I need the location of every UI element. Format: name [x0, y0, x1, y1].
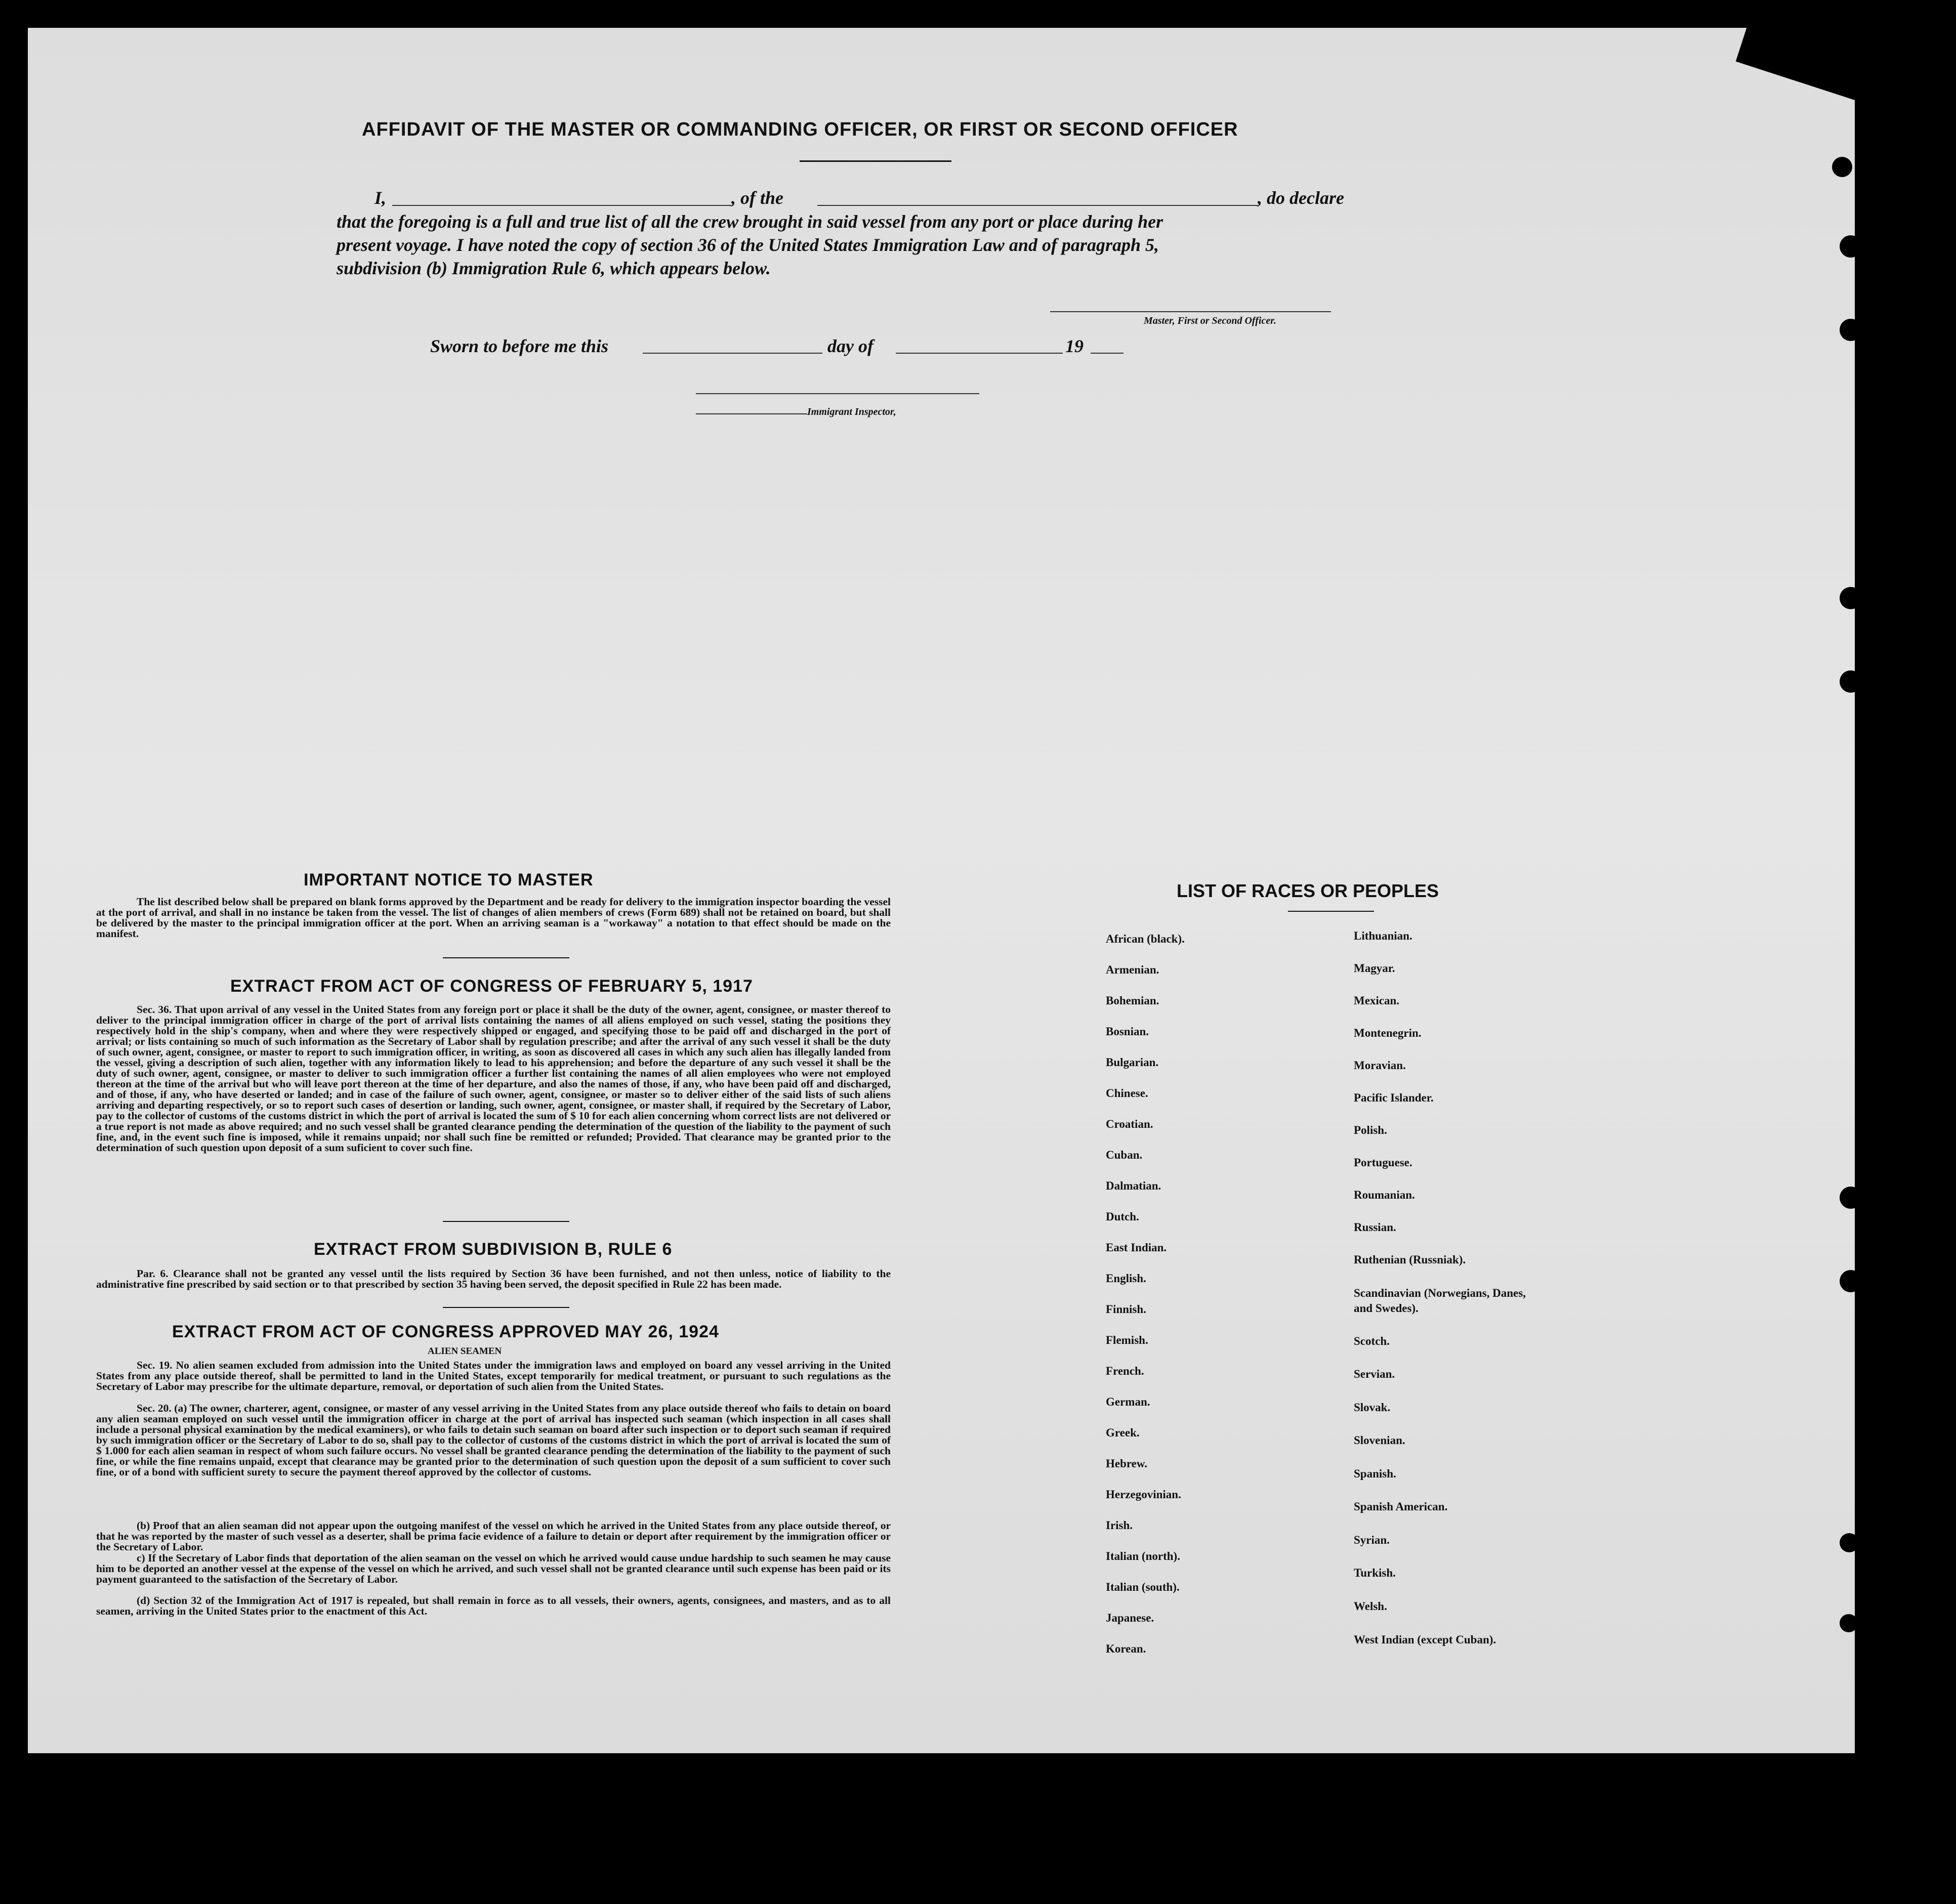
extract-1924-subtitle: ALIEN SEAMEN [428, 1346, 502, 1357]
vessel-blank [817, 205, 1258, 206]
punch-hole [1840, 1270, 1855, 1292]
name-blank [392, 205, 731, 206]
extract-rule6-body: Par. 6. Clearance shall not be granted any vessel until the lists required by Section 36 have been furnished, and not then unless, notice of liability to the administrative fine prescribed by said section or to that prescribed by section 35 having been served, the deposit specified in Rule 22 has been made. [96, 1267, 891, 1290]
races-underline [1288, 911, 1374, 912]
race-item: East Indian. [1106, 1241, 1167, 1254]
race-item: Slovenian. [1354, 1434, 1405, 1447]
race-item: Spanish American. [1354, 1500, 1448, 1513]
race-item: English. [1106, 1272, 1146, 1285]
affidavit-i: I, [374, 188, 387, 208]
race-item: Spanish. [1354, 1467, 1396, 1480]
race-item: Croatian. [1106, 1118, 1153, 1130]
race-item: Scotch. [1354, 1335, 1390, 1347]
race-item: Flemish. [1106, 1334, 1148, 1346]
sworn-label: Sworn to before me this [430, 336, 609, 356]
punch-hole [1840, 1533, 1855, 1552]
sworn-month-blank [896, 353, 1063, 354]
extract-1924-sec20b: (b) Proof that an alien seaman did not appear upon the outgoing manifest of the vessel on which he arrived in the United States from any place outside thereof, or that he was reported by the master of such vessel as a deserter, shall be prima facie evidence of a failure to detain or deport after requirement by the immigration officer or the Secretary of Labor. [96, 1519, 891, 1553]
inspector-signature-line [696, 393, 979, 394]
race-item: Welsh. [1354, 1600, 1387, 1613]
race-item: Armenian. [1106, 963, 1159, 976]
race-item: African (black). [1106, 933, 1185, 945]
race-item: Syrian. [1354, 1534, 1390, 1546]
affidavit-line4: subdivision (b) Immigration Rule 6, which appears below. [337, 258, 771, 278]
day-of-label: day of [827, 336, 873, 356]
race-item: German. [1106, 1395, 1150, 1408]
race-item: Chinese. [1106, 1087, 1148, 1099]
race-item: Portuguese. [1354, 1156, 1412, 1169]
race-item: Montenegrin. [1354, 1027, 1422, 1039]
extract-rule6-divider [443, 1307, 569, 1308]
sworn-day-blank [643, 353, 822, 354]
notice-title: IMPORTANT NOTICE TO MASTER [304, 870, 594, 890]
race-item: French. [1106, 1365, 1144, 1377]
affidavit-line3: present voyage. I have noted the copy of section 36 of the United States Immigration Law and of paragraph 5, [337, 235, 1159, 255]
affidavit-title: AFFIDAVIT OF THE MASTER OR COMMANDING OFFICER, OR FIRST OR SECOND OFFICER [362, 119, 1238, 140]
race-item: Bulgarian. [1106, 1056, 1159, 1069]
race-item: Korean. [1106, 1642, 1146, 1655]
punch-hole [1840, 235, 1855, 258]
signature-line [1050, 311, 1331, 312]
document-page [28, 28, 1855, 1753]
punch-hole [1840, 1614, 1855, 1632]
race-item: Irish. [1106, 1519, 1133, 1532]
race-item: Lithuanian. [1354, 929, 1412, 942]
race-item: Magyar. [1354, 962, 1395, 975]
extract-1924-sec20d: (d) Section 32 of the Immigration Act of 1917 is repealed, but shall remain in force as to all vessels, their owners, agents, consignees, and masters, and as to all seamen, arriving in the United States prior to the enactment of this Act. [96, 1594, 891, 1617]
affidavit-line2: that the foregoing is a full and true list of all the crew brought in said vessel from any port or place during her [337, 211, 1163, 232]
race-item: Slovak. [1354, 1401, 1391, 1414]
race-item: Italian (south). [1106, 1581, 1180, 1593]
race-item: Finnish. [1106, 1303, 1146, 1316]
inspector-short-line [696, 413, 807, 414]
races-title: LIST OF RACES OR PEOPLES [1177, 880, 1439, 901]
race-item: Cuban. [1106, 1149, 1143, 1161]
year-prefix: 19 [1065, 336, 1084, 356]
punch-hole [1832, 157, 1852, 177]
notice-body: The list described below shall be prepared on blank forms approved by the Department and be ready for delivery to the immigration inspector boarding the vessel at the port of arrival, and shall in no instance be taken from the vessel. The list of changes of alien members of crews (Form 689) shall not be retained on board, but shall be delivered by the master to the principal immigration officer at the port. When an arriving seaman is a "workaway" a notation to that effect should be made on the manifest. [96, 896, 891, 940]
race-item: Dutch. [1106, 1210, 1139, 1223]
race-item: Ruthenian (Russniak). [1354, 1253, 1466, 1266]
affidavit-of-the: , of the [731, 188, 783, 208]
inspector-label: Immigrant Inspector, [807, 406, 896, 417]
extract-1917-divider [443, 1221, 569, 1222]
race-item: Dalmatian. [1106, 1179, 1161, 1192]
extract-1924-sec20a: Sec. 20. (a) The owner, charterer, agent, consignee, or master of any vessel arriving in the United States from any place outside thereof who fails to detain on board any alien seaman employed on such vessel until the immigration officer in charge at the port of arrival has inspected such seaman (which inspection in all cases shall include a personal physical examination by the medical examiners), or who fails to detain such seaman on board after such inspection or to deport such seaman if required by such immigration officer or the Secretary of Labor to do so, shall pay to the collector of customs of the customs district in which the port of arrival is located the sum of $ 1.000 for each alien seaman in respect of whom such failure occurs. No vessel shall be granted clearance pending the determination of the liability to the payment of such fine, or while the fine remains unpaid, except that clearance may be granted prior to the determination of such question upon the deposit of a sum sufficient to cover such fine, or of a bond with sufficient surety to secure the payment thereof approved by the collector of customs. [96, 1402, 891, 1478]
race-item: Turkish. [1354, 1567, 1396, 1579]
extract-1924-sec19: Sec. 19. No alien seamen excluded from admission into the United States under the immigration laws and employed on board any vessel arriving in the United States from any place outside thereof, shall be permitted to land in the United States, except temporarily for medical treatment, or pursuant to such regulations as the Secretary of Labor may prescribe for the ultimate departure, removal, or deportation of such alien from the United States. [96, 1359, 891, 1392]
race-item: Servian. [1354, 1368, 1395, 1380]
race-item: Greek. [1106, 1426, 1140, 1439]
extract-1917-title: EXTRACT FROM ACT OF CONGRESS OF FEBRUARY 5, 1917 [230, 977, 753, 996]
extract-1924-title: EXTRACT FROM ACT OF CONGRESS APPROVED MAY 26, 1924 [172, 1322, 719, 1341]
race-item: Mexican. [1354, 994, 1400, 1007]
race-item: Pacific Islander. [1354, 1091, 1434, 1104]
extract-1924-sec20c: c) If the Secretary of Labor finds that deportation of the alien seaman on the vessel on which he arrived would cause undue hardship to such seamen he may cause him to be deported an another vessel at the expense of the vessel on which he arrived, and such vessel shall not be granted clearance until such expense has been paid or its payment guaranteed to the satisfaction of the Secretary of Labor. [96, 1552, 891, 1585]
title-underline [800, 160, 951, 162]
punch-hole [1840, 319, 1855, 341]
race-item: Hebrew. [1106, 1457, 1147, 1470]
folded-corner [1736, 28, 1855, 102]
notice-divider [443, 957, 569, 958]
race-item: Herzegovinian. [1106, 1488, 1181, 1501]
signature-label: Master, First or Second Officer. [1144, 315, 1276, 326]
race-item: Russian. [1354, 1221, 1396, 1234]
race-item: Italian (north). [1106, 1550, 1180, 1562]
race-item: Bosnian. [1106, 1025, 1149, 1038]
punch-hole [1840, 587, 1855, 609]
extract-1917-body: Sec. 36. That upon arrival of any vessel in the United States from any foreign port or place it shall be the duty of the owner, agent, consignee, or master thereof to deliver to the principal immigration officer in charge of the port of arrival lists containing the names of all aliens employed on such vessel, stating the positions they respectively hold in the ship's company, when and where they were respectively shipped or engaged, and specifying those to be paid off and discharged in the port of arrival; or lists containing so much of such information as the Secretary of Labor shall by regulation prescribe; and after the arrival of any such vessel it shall be the duty of such owner, agent, consignee, or master to report to such immigration officer, in writing, as soon as discovered all cases in which any such alien has illegally landed from the vessel, giving a description of such alien, together with any information likely to lead to his apprehension; and before the departure of any such vessel it shall be the duty of such owner, agent, consignee, or master to deliver to such immigration officer a further list containing the names of all alien employees who were not employed thereon at the time of the arrival but who will leave port thereon at the time of her departure, and also the names of those, if any, who have been paid off and discharged, and of those, if any, who have deserted or landed; and in case of the failure of such owner, agent, consignee, or master so to deliver either of the said lists of such aliens arriving and departing respectively, or so to report such cases of desertion or landing, such owner, agent, consignee, or master shall, if required by the Secretary of Labor, pay to the collector of customs of the customs district in which the port of arrival is located the sum of $ 10 for each alien concerning whom correct lists are not delivered or a true report is not made as above required; and no such vessel shall be granted clearance pending the determination of the question of the liability to the payment of such fine, and, in the event such fine is imposed, while it remains unpaid; nor shall such fine be remitted or refunded; Provided. That clearance may be granted prior to the determination of such question upon deposit of a sum suficient to cover such fine. [96, 1003, 891, 1154]
race-item: Polish. [1354, 1124, 1387, 1136]
race-item: Moravian. [1354, 1059, 1406, 1072]
race-item: West Indian (except Cuban). [1354, 1633, 1496, 1646]
year-blank [1091, 353, 1123, 354]
punch-hole [1840, 670, 1855, 693]
race-item: Japanese. [1106, 1612, 1154, 1624]
race-item: Bohemian. [1106, 994, 1159, 1007]
race-item: Roumanian. [1354, 1189, 1415, 1201]
affidavit-declare: , do declare [1258, 188, 1344, 208]
punch-hole [1840, 1187, 1855, 1209]
extract-rule6-title: EXTRACT FROM SUBDIVISION B, RULE 6 [314, 1240, 673, 1259]
race-item: Scandinavian (Norwegians, Danes, and Swedes). [1354, 1287, 1526, 1315]
